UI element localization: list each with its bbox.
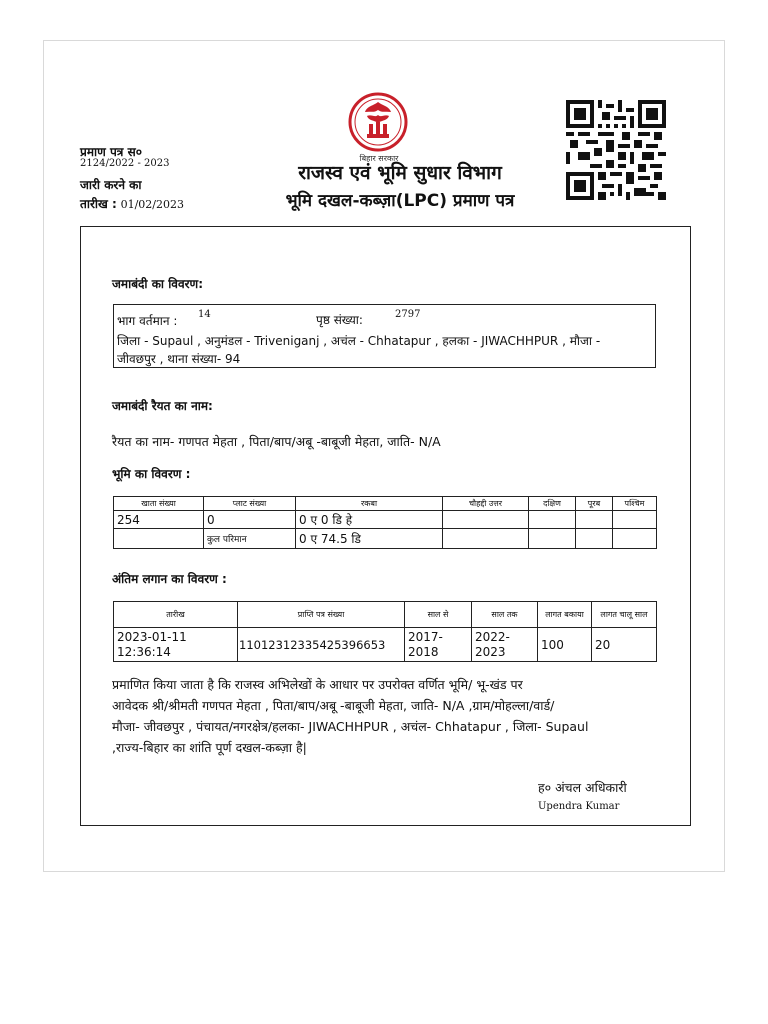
jamabandi-heading: जमाबंदी का विवरण: — [112, 277, 204, 291]
cert-no-value: 2124/2022 - 2023 — [80, 158, 170, 169]
lagan-current: 20 — [592, 628, 657, 662]
lagan-date — [114, 628, 238, 662]
land-header-row — [114, 497, 657, 511]
lagan-date-line1: 2023-01-11 — [117, 629, 187, 644]
table-row — [114, 511, 657, 529]
col-rakba: रकबा — [296, 497, 443, 511]
certification-text — [112, 674, 660, 758]
gov-name: बिहार सरकार — [359, 154, 399, 163]
lagan-to-line1: 2022- — [475, 629, 510, 644]
col-west: पश्चिम — [613, 497, 657, 511]
lagan-due: 100 — [538, 628, 592, 662]
bihar-emblem-icon — [347, 92, 409, 152]
col-north: चौहद्दी उत्तर — [443, 497, 529, 511]
lagan-header-row — [114, 602, 657, 628]
issue-date-value: 01/02/2023 — [120, 198, 184, 211]
page-label: पृष्ठ संख्या: — [316, 313, 363, 327]
lagan-receipt: 11012312335425396653 — [238, 628, 405, 662]
bhag-value: 14 — [198, 309, 211, 320]
table-row — [114, 529, 657, 549]
bhag-label: भाग वर्तमान : — [117, 314, 178, 328]
page-value: 2797 — [395, 309, 421, 320]
qr-code-icon — [566, 100, 666, 200]
col-date: तारीख — [114, 602, 238, 628]
issue-date-row — [80, 195, 184, 212]
issue-label: जारी करने का — [80, 178, 142, 192]
lagan-from — [405, 628, 472, 662]
cert-no-label: प्रमाण पत्र स० — [80, 145, 142, 159]
raiyat-text: रैयत का नाम- गणपत मेहता , पिता/बाप/अबू -बाबूजी मेहता, जाति- N/A — [112, 434, 441, 449]
col-due: लागत बकाया — [538, 602, 592, 628]
address-line2: जीवछपुर , थाना संख्या- 94 — [117, 352, 241, 366]
plot-value: 0 — [204, 511, 296, 529]
lagan-to-line2: 2023 — [475, 644, 506, 659]
col-current: लागत चालू साल — [592, 602, 657, 628]
land-table — [113, 496, 657, 549]
lagan-date-line2: 12:36:14 — [117, 644, 171, 659]
jamabandi-details — [113, 304, 656, 368]
col-to: साल तक — [472, 602, 538, 628]
total-value: 0 ए 74.5 डि — [296, 529, 443, 549]
cert-line3: मौजा- जीवछपुर , पंचायत/नगरक्षेत्र/हलका- JIWACHHPUR , अचंल- Chhatapur , जिला- Supaul — [112, 719, 589, 734]
cert-line1: प्रमाणित किया जाता है कि राजस्व अभिलेखों के आधार पर उपरोक्त वर्णित भूमि/ भू-खंड पर — [112, 677, 523, 692]
col-south: दक्षिण — [529, 497, 576, 511]
lagan-to — [472, 628, 538, 662]
issue-date-label: तारीख : — [80, 197, 117, 211]
col-from: साल से — [405, 602, 472, 628]
khata-value: 254 — [114, 511, 204, 529]
table-row — [114, 628, 657, 662]
address-line1: जिला - Supaul , अनुमंडल - Triveniganj , अचंल - Chhatapur , हलका - JIWACHHPUR , मौजा - — [117, 334, 601, 348]
col-khata: खाता संख्या — [114, 497, 204, 511]
total-label: कुल परिमान — [204, 529, 296, 549]
lagan-from-line2: 2018 — [408, 644, 439, 659]
cert-title: भूमि दखल-कब्ज़ा(LPC) प्रमाण पत्र — [285, 191, 515, 211]
lagan-heading: अंतिम लगान का विवरण : — [112, 572, 227, 586]
cert-line4: ,राज्य-बिहार का शांति पूर्ण दखल-कब्ज़ा है| — [112, 740, 307, 755]
col-east: पूरब — [576, 497, 613, 511]
dept-title: राजस्व एवं भूमि सुधार विभाग — [298, 162, 502, 184]
raiyat-heading: जमाबंदी रैयत का नाम: — [112, 399, 213, 413]
signature-name: Upendra Kumar — [538, 801, 620, 812]
land-heading: भूमि का विवरण : — [112, 467, 191, 481]
lagan-table — [113, 601, 657, 662]
lagan-from-line1: 2017- — [408, 629, 443, 644]
signature-title: ह० अंचल अधिकारी — [538, 780, 627, 795]
col-plot: प्लाट संख्या — [204, 497, 296, 511]
cert-line2: आवेदक श्री/श्रीमती गणपत मेहता , पिता/बाप/अबू -बाबूजी मेहता, जाति- N/A ,ग्राम/मोहल्ला/वार्ड/ — [112, 698, 555, 713]
col-receipt: प्राप्ति पत्र संख्या — [238, 602, 405, 628]
rakba-value: 0 ए 0 डि हे — [296, 511, 443, 529]
